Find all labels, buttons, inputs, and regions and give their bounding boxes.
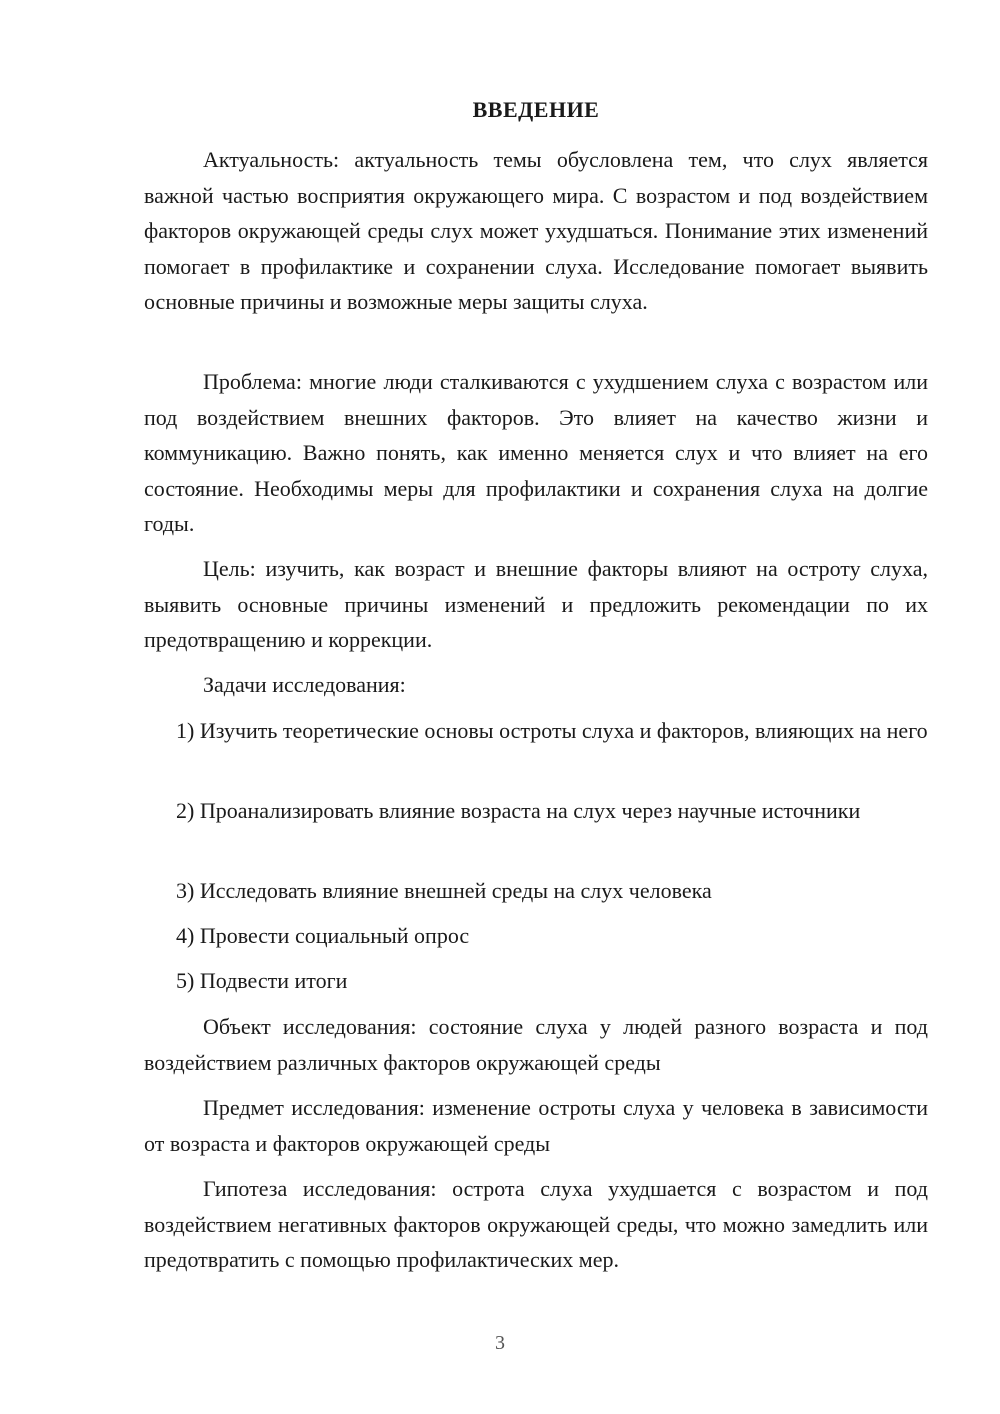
paragraph-object: Объект исследования: состояние слуха у людей разного возраста и под воздействием различных факторов окружающей среды: [144, 1014, 928, 1075]
paragraph-subject: Предмет исследования: изменение остроты слуха у человека в зависимости от возраста и факторов окружающей среды: [144, 1095, 928, 1156]
task-item-5: 5) Подвести итоги: [176, 968, 348, 993]
task-item-3: 3) Исследовать влияние внешней среды на слух человека: [176, 878, 712, 903]
paragraph-goal: Цель: изучить, как возраст и внешние факторы влияют на остроту слуха, выявить основные причины изменений и предложить рекомендации по их предотвращению и коррекции.: [144, 556, 928, 652]
task-item-1: 1) Изучить теоретические основы остроты слуха и факторов, влияющих на него: [176, 718, 928, 743]
paragraph-relevance: Актуальность: актуальность темы обусловлена тем, что слух является важной частью восприятия окружающего мира. С возрастом и под воздействием факторов окружающей среды слух может ухудшаться. Понимание этих изменений помогает в профилактике и сохранении слуха. Исследование помогает выявить основные причины и возможные меры защиты слуха.: [144, 147, 928, 314]
page-title: ВВЕДЕНИЕ: [472, 97, 600, 122]
page-number: 3: [495, 1332, 505, 1354]
tasks-heading: Задачи исследования:: [203, 672, 406, 697]
task-item-2: 2) Проанализировать влияние возраста на слух через научные источники: [176, 798, 861, 823]
paragraph-problem: Проблема: многие люди сталкиваются с ухудшением слуха с возрастом или под воздействием внешних факторов. Это влияет на качество жизни и коммуникацию. Важно понять, как именно меняется слух и что влияет на его состояние. Необходимы меры для профилактики и сохранения слуха на долгие годы.: [144, 369, 928, 536]
paragraph-hypothesis: Гипотеза исследования: острота слуха ухудшается с возрастом и под воздействием негативных факторов окружающей среды, что можно замедлить или предотвратить с помощью профилактических мер.: [144, 1176, 928, 1272]
task-item-4: 4) Провести социальный опрос: [176, 923, 470, 948]
